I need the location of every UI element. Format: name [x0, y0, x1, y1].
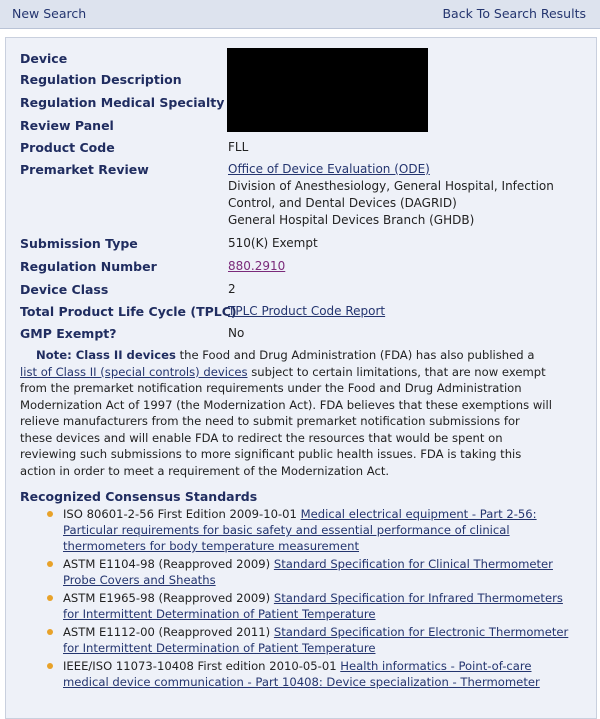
device-class-value: 2	[228, 282, 236, 296]
tplc-report-link[interactable]: TPLC Product Code Report	[228, 304, 386, 318]
list-item	[20, 624, 580, 656]
premarket-branch: General Hospital Devices Branch (GHDB)	[228, 213, 475, 227]
standard-prefix: IEEE/ISO 11073-10408 First edition 2010-05-01	[63, 659, 341, 673]
bullet-icon	[47, 511, 53, 517]
bullet-icon	[47, 595, 53, 601]
gmp-exempt-value: No	[228, 326, 245, 340]
standard-prefix: ASTM E1112-00 (Reapproved 2011)	[63, 625, 274, 639]
device-class-label: Device Class	[20, 282, 109, 297]
list-item	[20, 506, 580, 554]
standard-link[interactable]: Standard Specification for Infrared Thermometers for Intermittent Determination of Patient Temperature	[63, 591, 563, 621]
standard-link[interactable]: Standard Specification for Clinical Thermometer Probe Covers and Sheaths	[63, 557, 553, 587]
office-of-device-evaluation-link[interactable]: Office of Device Evaluation (ODE)	[228, 162, 430, 176]
list-item	[20, 590, 580, 622]
review-panel-label: Review Panel	[20, 118, 114, 133]
standard-prefix: ASTM E1965-98 (Reapproved 2009)	[63, 591, 274, 605]
submission-type-label: Submission Type	[20, 236, 138, 251]
note-bold-prefix: Note: Class II devices	[36, 348, 176, 362]
premarket-review-value	[228, 161, 554, 229]
class-ii-list-link[interactable]: list of Class II (special controls) devices	[20, 364, 248, 379]
top-nav-bar	[0, 0, 600, 29]
tplc-label: Total Product Life Cycle (TPLC)	[20, 304, 237, 319]
standard-link[interactable]: Medical electrical equipment - Part 2-56: Particular requirements for basic safety and essential performance of clinical thermometers for body temperature measurement	[63, 507, 537, 553]
class-ii-note	[20, 347, 555, 479]
back-to-search-results-link[interactable]: Back To Search Results	[442, 6, 586, 21]
note-text-2: subject to certain limitations, that are now exempt from the premarket notification requirements under the Food and Drug Administration Modernization Act of 1997 (the Modernization Act). FDA believes that these exemptions will relieve manufacturers from the need to submit premarket notification submissions for these devices and will enable FDA to redirect the resources that would be spent on reviewing such submissions to more significant public health issues. FDA is taking this action in order to meet a requirement of the Modernization Act.	[20, 364, 552, 478]
new-search-link[interactable]: New Search	[12, 6, 87, 21]
standards-list	[20, 506, 580, 692]
standard-link[interactable]: Standard Specification for Electronic Thermometer for Intermittent Determination of Patient Temperature	[63, 625, 569, 655]
standards-heading: Recognized Consensus Standards	[20, 489, 258, 504]
standard-prefix: ASTM E1104-98 (Reapproved 2009)	[63, 557, 274, 571]
premarket-review-label: Premarket Review	[20, 162, 149, 177]
product-code-label: Product Code	[20, 140, 115, 155]
regulation-description-label: Regulation Description	[20, 72, 182, 87]
regulation-number-label: Regulation Number	[20, 259, 157, 274]
regulation-medical-specialty-label: Regulation Medical Specialty	[20, 95, 225, 110]
premarket-division-line1: Division of Anesthesiology, General Hospital, Infection	[228, 179, 554, 193]
device-label: Device	[20, 51, 68, 66]
premarket-division-line2: Control, and Dental Devices (DAGRID)	[228, 196, 457, 210]
product-code-value: FLL	[228, 140, 249, 154]
standard-prefix: ISO 80601-2-56 First Edition 2009-10-01	[63, 507, 301, 521]
list-item	[20, 556, 580, 588]
bullet-icon	[47, 629, 53, 635]
standard-link[interactable]: Health informatics - Point-of-care medical device communication - Part 10408: Device specialization - Thermometer	[63, 659, 540, 689]
bullet-icon	[47, 561, 53, 567]
gmp-exempt-label: GMP Exempt?	[20, 326, 117, 341]
regulation-number-link[interactable]: 880.2910	[228, 259, 286, 273]
submission-type-value: 510(K) Exempt	[228, 236, 318, 250]
list-item	[20, 658, 580, 690]
redacted-block	[227, 48, 428, 132]
bullet-icon	[47, 663, 53, 669]
note-text-1: the Food and Drug Administration (FDA) has also published a	[175, 348, 535, 362]
